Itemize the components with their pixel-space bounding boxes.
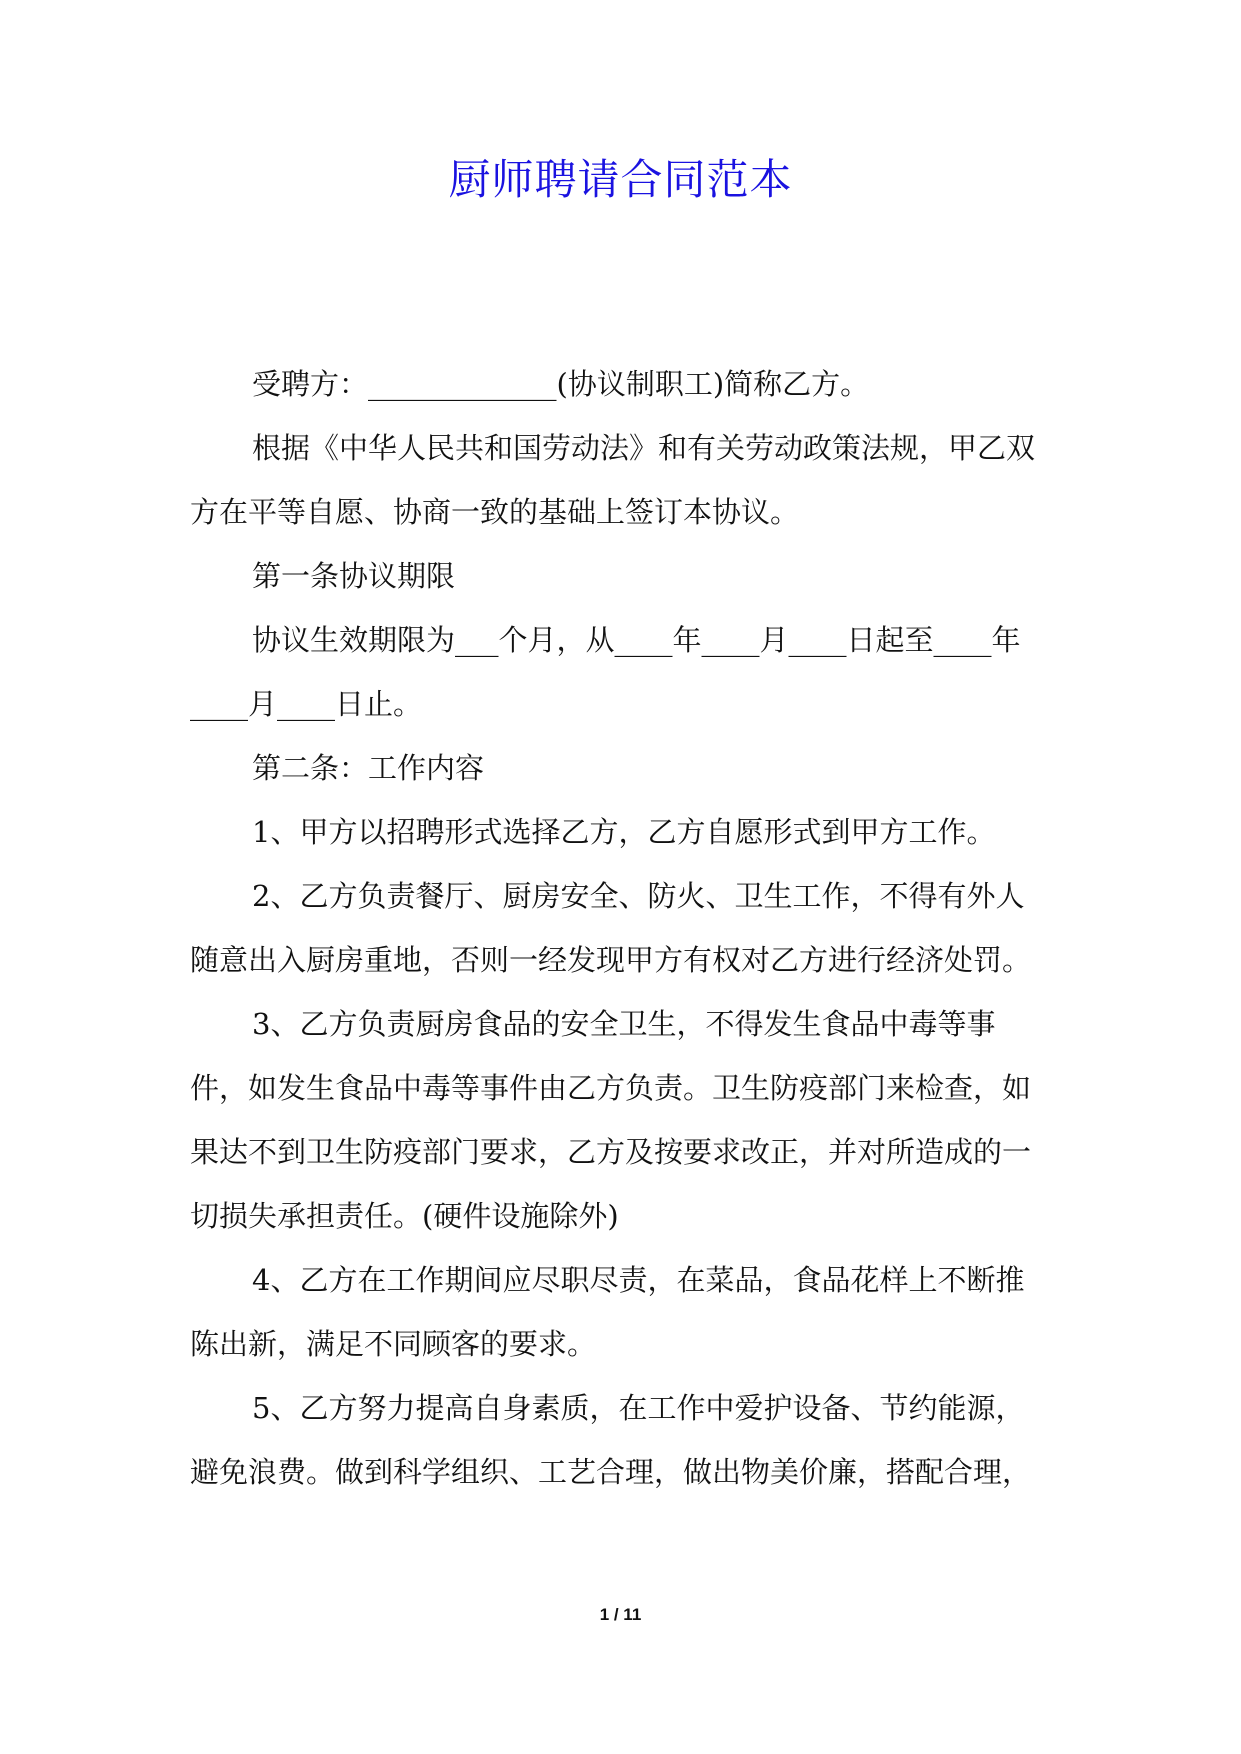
paragraph-basis: 根据《中华人民共和国劳动法》和有关劳动政策法规，甲乙双方在平等自愿、协商一致的基础上签订本协议。 — [190, 431, 1036, 529]
document-title: 厨师聘请合同范本 — [448, 155, 793, 204]
clause-5: 5、乙方努力提高自身素质，在工作中爱护设备、节约能源，避免浪费。做到科学组织、工艺合理，做出物美价廉，搭配合理， — [190, 1391, 1032, 1489]
paragraph-employee: 受聘方：_____________(协议制职工)简称乙方。 — [252, 367, 870, 401]
paragraph-term: 协议生效期限为___个月，从____年____月____日起至____年____月____日止。 — [190, 623, 1021, 721]
page-number: 1 / 11 — [599, 1605, 642, 1624]
clause-1: 1、甲方以招聘形式选择乙方，乙方自愿形式到甲方工作。 — [252, 815, 996, 849]
clause-4: 4、乙方在工作期间应尽职尽责，在菜品，食品花样上不断推陈出新，满足不同顾客的要求。 — [190, 1263, 1025, 1361]
clause-2: 2、乙方负责餐厅、厨房安全、防火、卫生工作，不得有外人随意出入厨房重地，否则一经发现甲方有权对乙方进行经济处罚。 — [190, 879, 1032, 977]
article-2-heading: 第二条：工作内容 — [252, 751, 485, 785]
article-1-heading: 第一条协议期限 — [252, 559, 456, 593]
document-body — [190, 352, 1052, 1504]
clause-3: 3、乙方负责厨房食品的安全卫生，不得发生食品中毒等事件，如发生食品中毒等事件由乙方负责。卫生防疫部门来检查，如果达不到卫生防疫部门要求，乙方及按要求改正，并对所造成的一切损失承担责任。(硬件设施除外) — [190, 1007, 1032, 1233]
